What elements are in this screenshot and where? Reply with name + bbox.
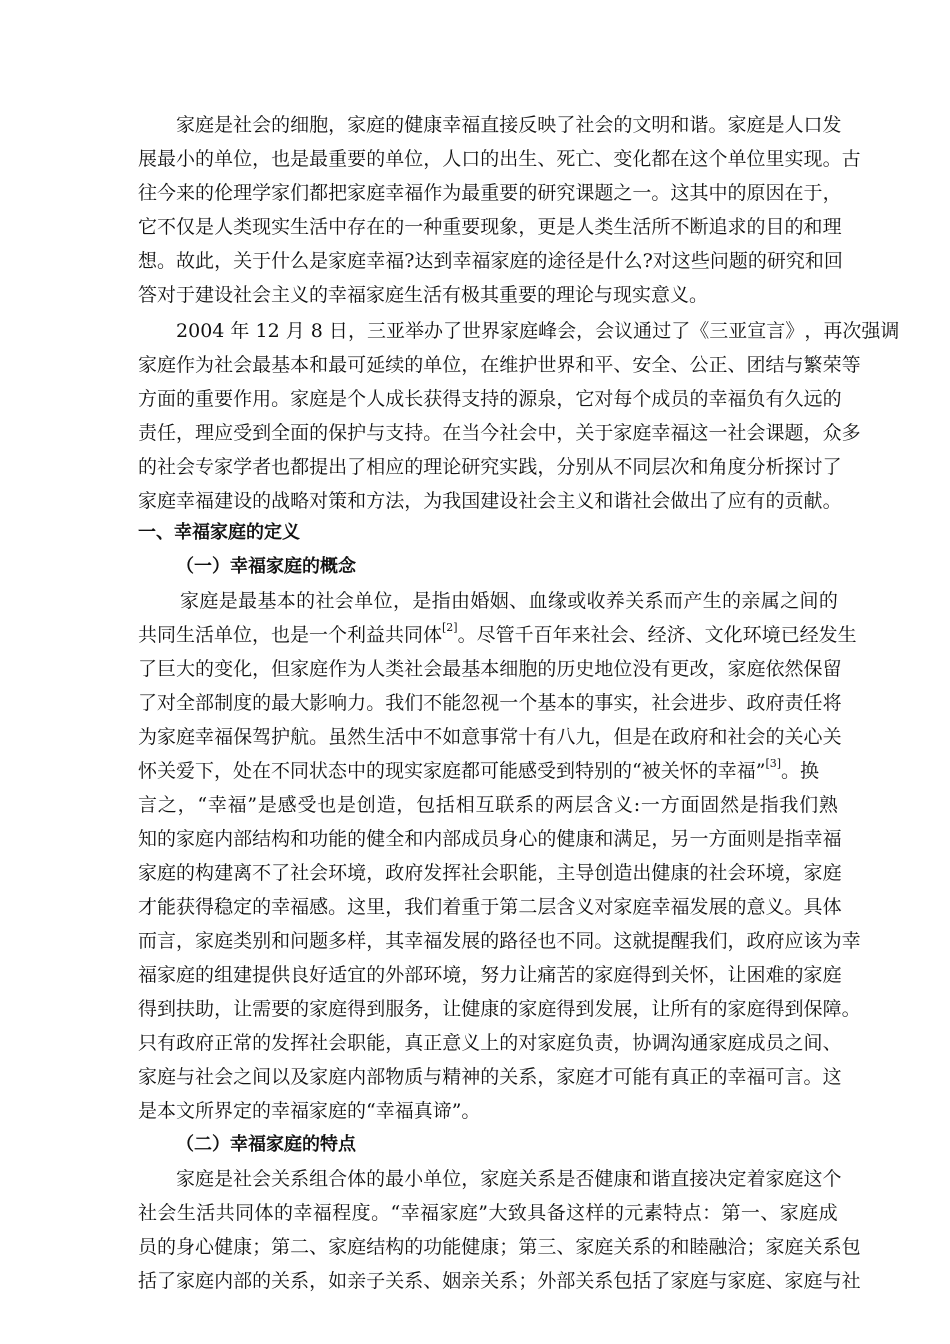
paragraph-line: 了 对 全 部 制 度 的 最 大 影 响 力 。 我 们 不 能 忽 视 一 个 基 本 的 事 实 ， 社 会 进 步 、 政 府 责 任 将 [138, 692, 842, 714]
paragraph-line: 家 庭 幸 福 建 设 的 战 略 对 策 和 方 法 ， 为 我 国 建 设 社 会 主 义 和 谐 社 会 做 出 了 应 有 的 贡 献 。 [138, 490, 842, 512]
paragraph-line: 得 到 扶 助 ， 让 需 要 的 家 庭 得 到 服 务 ， 让 健 康 的 家 庭 得 到 发 展 ， 让 所 有 的 家 庭 得 到 保 障 。 [138, 998, 861, 1020]
paragraph-line: 想 。 故 此 ， 关 于 什 么 是 家 庭 幸 福 ? 达 到 幸 福 家 庭 的 途 径 是 什 么 ? 对 这 些 问 题 的 研 究 和 回 [138, 250, 843, 272]
paragraph-line: 家 庭 作 为 社 会 最 基 本 和 最 可 延 续 的 单 位 ， 在 维 护 世 界 和 平 、 安 全 、 公 正 、 团 结 与 繁 荣 等 [138, 354, 861, 376]
paragraph-line: 括 了 家 庭 内 部 的 关 系 ， 如 亲 子 关 系 、 姻 亲 关 系 ； 外 部 关 系 包 括 了 家 庭 与 家 庭 、 家 庭 与 社 [138, 1270, 861, 1292]
paragraph-line: 共同生活单位，也是一个利益共同体 [2] 。尽管千百年来社会、经济、文化环境已经发生 [138, 618, 838, 652]
subsection-heading: （二）幸福家庭的特点 [176, 1134, 356, 1155]
paragraph-line: 怀关爱下，处在不同状态中的现实家庭都可能感受到特别的“被关怀的幸福” [3] 。换 [138, 754, 838, 788]
paragraph-line: 了 巨 大 的 变 化 ， 但 家 庭 作 为 人 类 社 会 最 基 本 细 胞 的 历 史 地 位 没 有 更 改 ， 家 庭 依 然 保 留 [138, 658, 842, 680]
paragraph-line: 往 今 来 的 伦 理 学 家 们 都 把 家 庭 幸 福 作 为 最 重 要 的 研 究 课 题 之 一 。 这 其 中 的 原 因 在 于 ， [138, 182, 842, 204]
paragraph-line: 家 庭 是 最 基 本 的 社 会 单 位 ， 是 指 由 婚 姻 、 血 缘 或 收 养 关 系 而 产 生 的 亲 属 之 间 的 [180, 590, 838, 612]
paragraph-line: 它 不 仅 是 人 类 现 实 生 活 中 存 在 的 一 种 重 要 现 象 ， 更 是 人 类 生 活 所 不 断 追 求 的 目 的 和 理 [138, 216, 842, 238]
paragraph-line: 2 0 0 4 年 1 2 月 8 日 ， 三 亚 举 办 了 世 界 家 庭 峰 会 ， 会 议 通 过 了 《 三 亚 宣 言 》 ， 再 次 强 调 [176, 320, 900, 342]
citation-ref: [2] [442, 621, 458, 634]
paragraph-line: 为 家 庭 幸 福 保 驾 护 航 。 虽 然 生 活 中 不 如 意 事 常 十 有 八 九 ， 但 是 在 政 府 和 社 会 的 关 心 关 [138, 726, 842, 748]
paragraph-line: 员 的 身 心 健 康 ； 第 二 、 家 庭 结 构 的 功 能 健 康 ； 第 三 、 家 庭 关 系 的 和 睦 融 洽 ； 家 庭 关 系 包 [138, 1236, 861, 1258]
paragraph-line: 而 言 ， 家 庭 类 别 和 问 题 多 样 ， 其 幸 福 发 展 的 路 径 也 不 同 。 这 就 提 醒 我 们 ， 政 府 应 该 为 幸 [138, 930, 861, 952]
paragraph-line [138, 1298, 838, 1332]
paragraph-line: 的 社 会 专 家 学 者 也 都 提 出 了 相 应 的 理 论 研 究 实 践 ， 分 别 从 不 同 层 次 和 角 度 分 析 探 讨 了 [138, 456, 842, 478]
subsection-heading: （一）幸福家庭的概念 [176, 556, 356, 577]
paragraph-line: 责 任 ， 理 应 受 到 全 面 的 保 护 与 支 持 。 在 当 今 社 会 中 ， 关 于 家 庭 幸 福 这 一 社 会 课 题 ， 众 多 [138, 422, 861, 444]
citation-ref: [3] [765, 757, 782, 770]
paragraph-line: 家 庭 的 构 建 离 不 了 社 会 环 境 ， 政 府 发 挥 社 会 职 能 ， 主 导 创 造 出 健 康 的 社 会 环 境 ， 家 庭 [138, 862, 842, 884]
paragraph-line: 方 面 的 重 要 作 用 。 家 庭 是 个 人 成 长 获 得 支 持 的 源 泉 ， 它 对 每 个 成 员 的 幸 福 负 有 久 远 的 [138, 388, 842, 410]
paragraph-line: 家 庭 是 社 会 的 细 胞 ， 家 庭 的 健 康 幸 福 直 接 反 映 了 社 会 的 文 明 和 谐 。 家 庭 是 人 口 发 [176, 114, 842, 136]
paragraph-line: 知 的 家 庭 内 部 结 构 和 功 能 的 健 全 和 内 部 成 员 身 心 的 健 康 和 满 足 ， 另 一 方 面 则 是 指 幸 福 [138, 828, 842, 850]
paragraph-line: 言 之 ， “ 幸 福 ” 是 感 受 也 是 创 造 ， 包 括 相 互 联 系 的 两 层 含 义 : 一 方 面 固 然 是 指 我 们 熟 [138, 794, 838, 816]
paragraph-line: 是本文所界定的幸福家庭的“幸福真谛”。 [138, 1100, 481, 1122]
paragraph-line: 社 会 生 活 共 同 体 的 幸 福 程 度 。 “ 幸 福 家 庭 ” 大 致 具 备 这 样 的 元 素 特 点 ： 第 一 、 家 庭 成 [138, 1202, 838, 1224]
paragraph-line: 只 有 政 府 正 常 的 发 挥 社 会 职 能 ， 真 正 意 义 上 的 对 家 庭 负 责 ， 协 调 沟 通 家 庭 成 员 之 间 、 [138, 1032, 842, 1054]
paragraph-line: 展 最 小 的 单 位 ， 也 是 最 重 要 的 单 位 ， 人 口 的 出 生 、 死 亡 、 变 化 都 在 这 个 单 位 里 实 现 。 古 [138, 148, 861, 170]
paragraph-line: 家 庭 与 社 会 之 间 以 及 家 庭 内 部 物 质 与 精 神 的 关 系 ， 家 庭 才 可 能 有 真 正 的 幸 福 可 言 。 这 [138, 1066, 842, 1088]
paragraph-line: 答对于建设社会主义的幸福家庭生活有极其重要的理论与现实意义。 [138, 284, 709, 306]
paragraph-line: 才 能 获 得 稳 定 的 幸 福 感 。 这 里 ， 我 们 着 重 于 第 二 层 含 义 对 家 庭 幸 福 发 展 的 意 义 。 具 体 [138, 896, 842, 918]
paragraph-line: 福 家 庭 的 组 建 提 供 良 好 适 宜 的 外 部 环 境 ， 努 力 让 痛 苦 的 家 庭 得 到 关 怀 ， 让 困 难 的 家 庭 [138, 964, 842, 986]
paragraph-line: 家 庭 是 社 会 关 系 组 合 体 的 最 小 单 位 ， 家 庭 关 系 是 否 健 康 和 谐 直 接 决 定 着 家 庭 这 个 [176, 1168, 842, 1190]
section-heading: 一、幸福家庭的定义 [138, 522, 300, 543]
